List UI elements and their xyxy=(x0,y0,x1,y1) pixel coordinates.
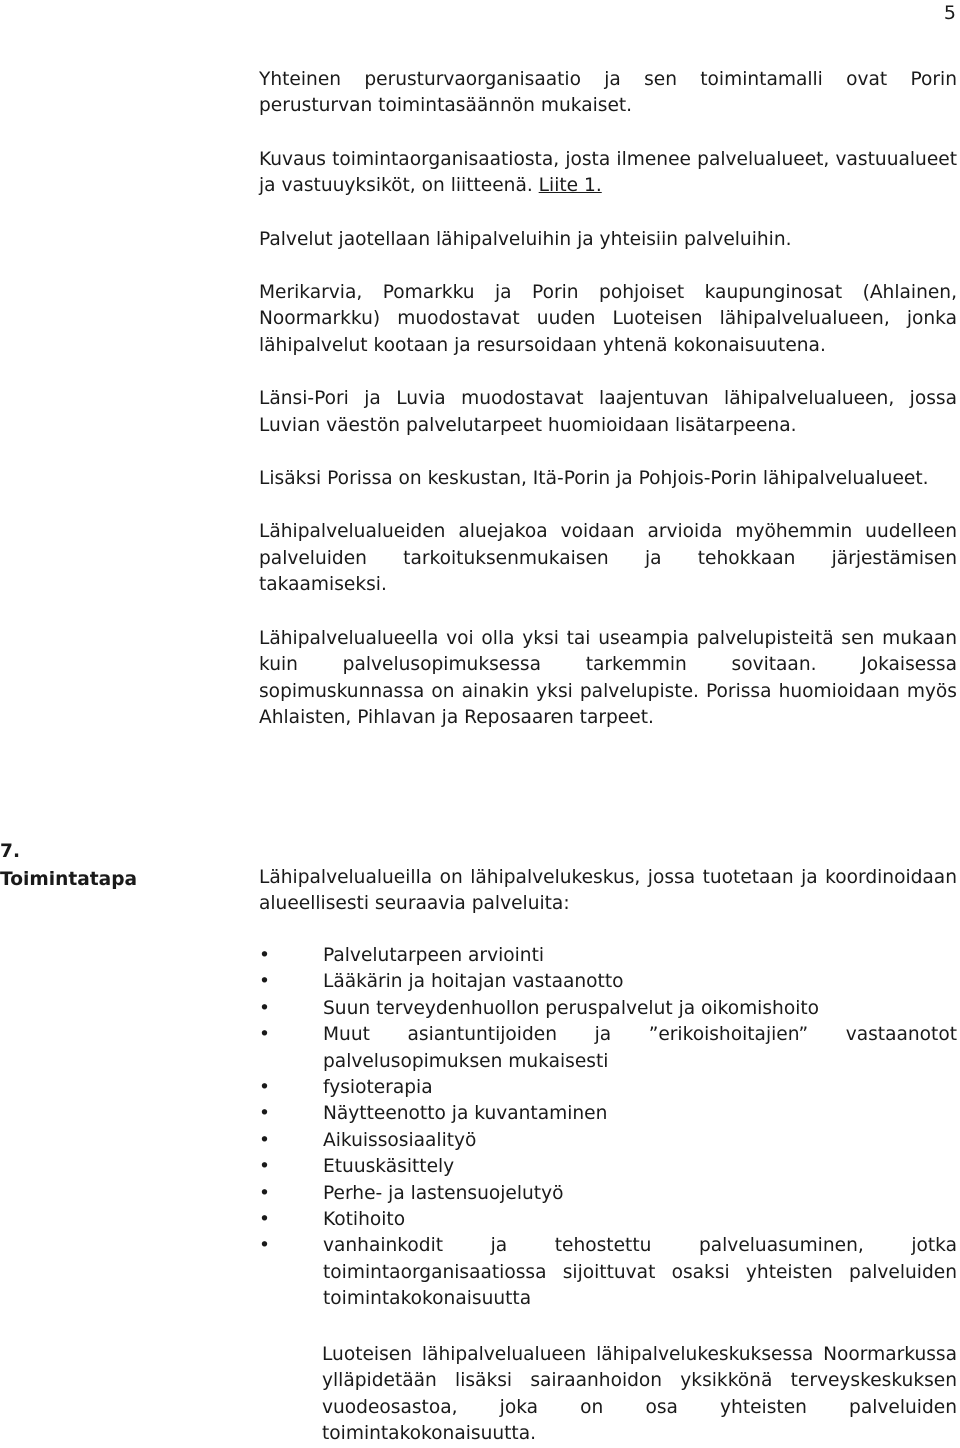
list-item xyxy=(259,969,957,995)
list-item-text: Muut asiantuntijoiden ja ”erikoishoitajien” vastaanotot palvelusopimuksen mukaisesti xyxy=(323,1024,957,1072)
list-item xyxy=(259,996,957,1022)
bullet-icon: • xyxy=(259,1129,270,1151)
section-heading xyxy=(0,838,180,894)
paragraph-text: Kuvaus toimintaorganisaatiosta, josta ilmenee palvelualueet, vastuualueet ja vastuuyksiköt, on liitteenä. xyxy=(259,148,957,197)
list-item-text: Näytteenotto ja kuvantaminen xyxy=(323,1103,608,1125)
closing-paragraph: Luoteisen lähipalvelualueen lähipalvelukeskuksessa Noormarkussa ylläpidetään lisäksi sairaanhoidon yksikkönä terveyskeskuksen vuodeosastoa, joka on osa yhteisten palveluiden toimintakokonaisuutta. xyxy=(322,1344,957,1445)
list-item xyxy=(259,1207,957,1233)
list-item-text: Etuuskäsittely xyxy=(323,1156,455,1178)
service-list xyxy=(259,943,957,1313)
list-item xyxy=(259,1128,957,1154)
bullet-icon: • xyxy=(259,945,270,966)
list-item xyxy=(259,943,957,969)
list-item-text: vanhainkodit ja tehostettu palveluasuminen, jotka toimintaorganisaatiossa sijoittuvat osaksi yhteisten palveluiden toimintakokonaisuutta xyxy=(323,1235,957,1310)
list-item xyxy=(259,1075,957,1101)
list-item-text: Palvelutarpeen arviointi xyxy=(323,945,545,966)
bullet-icon: • xyxy=(259,971,270,993)
paragraph: Länsi-Pori ja Luvia muodostavat laajentuvan lähipalvelualueen, jossa Luvian väestön palvelutarpeet huomioidaan lisätarpeena. xyxy=(259,388,957,436)
paragraph-with-link xyxy=(259,147,957,200)
page-number: 5 xyxy=(943,2,956,24)
paragraph: Lähipalvelualueilla on lähipalvelukeskus, jossa tuotetaan ja koordinoidaan alueellisesti seuraavia palveluita: xyxy=(259,867,957,915)
list-item-text: Suun terveydenhuollon peruspalvelut ja oikomishoito xyxy=(323,997,820,1019)
bullet-icon: • xyxy=(259,1024,270,1046)
list-item xyxy=(259,1233,957,1312)
bullet-icon: • xyxy=(259,1103,270,1125)
bullet-icon: • xyxy=(259,1209,270,1231)
list-item-text: Perhe- ja lastensuojelutyö xyxy=(323,1182,564,1204)
bullet-icon: • xyxy=(259,1077,270,1099)
list-item xyxy=(259,1181,957,1207)
list-item xyxy=(259,1101,957,1127)
paragraph: Lähipalvelualueella voi olla yksi tai useampia palvelupisteitä sen mukaan kuin palvelusopimuksessa tarkemmin sovitaan. Jokaisessa sopimuskunnassa on ainakin yksi palvelupiste. Porissa huomioidaan myös Ahlaisten, Pihlavan ja Reposaaren tarpeet. xyxy=(259,627,957,728)
list-item xyxy=(259,1154,957,1180)
paragraph: Merikarvia, Pomarkku ja Porin pohjoiset kaupunginosat (Ahlainen, Noormarkku) muodostavat uuden Luoteisen lähipalvelualueen, jonka lähipalvelut kootaan ja resursoidaan yhtenä kokonaisuutena. xyxy=(259,282,957,356)
intro-text xyxy=(259,67,957,731)
list-item-text: fysioterapia xyxy=(323,1077,433,1099)
list-item-text: Kotihoito xyxy=(323,1209,406,1231)
paragraph: Lähipalvelualueiden aluejakoa voidaan arvioida myöhemmin uudelleen palveluiden tarkoituksenmukaisen ja tehokkaan järjestämisen takaamiseksi. xyxy=(259,521,957,596)
bullet-icon: • xyxy=(259,1156,270,1178)
bullet-icon: • xyxy=(259,1182,270,1204)
paragraph: Palvelut jaotellaan lähipalveluihin ja yhteisiin palveluihin. xyxy=(259,228,792,250)
paragraph: Yhteinen perusturvaorganisaatio ja sen toimintamalli ovat Porin perusturvan toimintasäännön mukaiset. xyxy=(259,69,957,117)
paragraph: Lisäksi Porissa on keskustan, Itä-Porin ja Pohjois-Porin lähipalvelualueet. xyxy=(259,468,929,490)
section-lead xyxy=(259,865,957,918)
bullet-icon: • xyxy=(259,1235,270,1257)
section-title: Toimintatapa xyxy=(0,869,138,890)
list-item xyxy=(259,1022,957,1075)
attachment-link[interactable]: Liite 1. xyxy=(538,175,602,197)
bullet-icon: • xyxy=(259,997,270,1019)
list-item-text: Aikuissosiaalityö xyxy=(323,1129,477,1151)
section-number: 7. xyxy=(0,841,21,862)
list-item-text: Lääkärin ja hoitajan vastaanotto xyxy=(323,971,624,993)
